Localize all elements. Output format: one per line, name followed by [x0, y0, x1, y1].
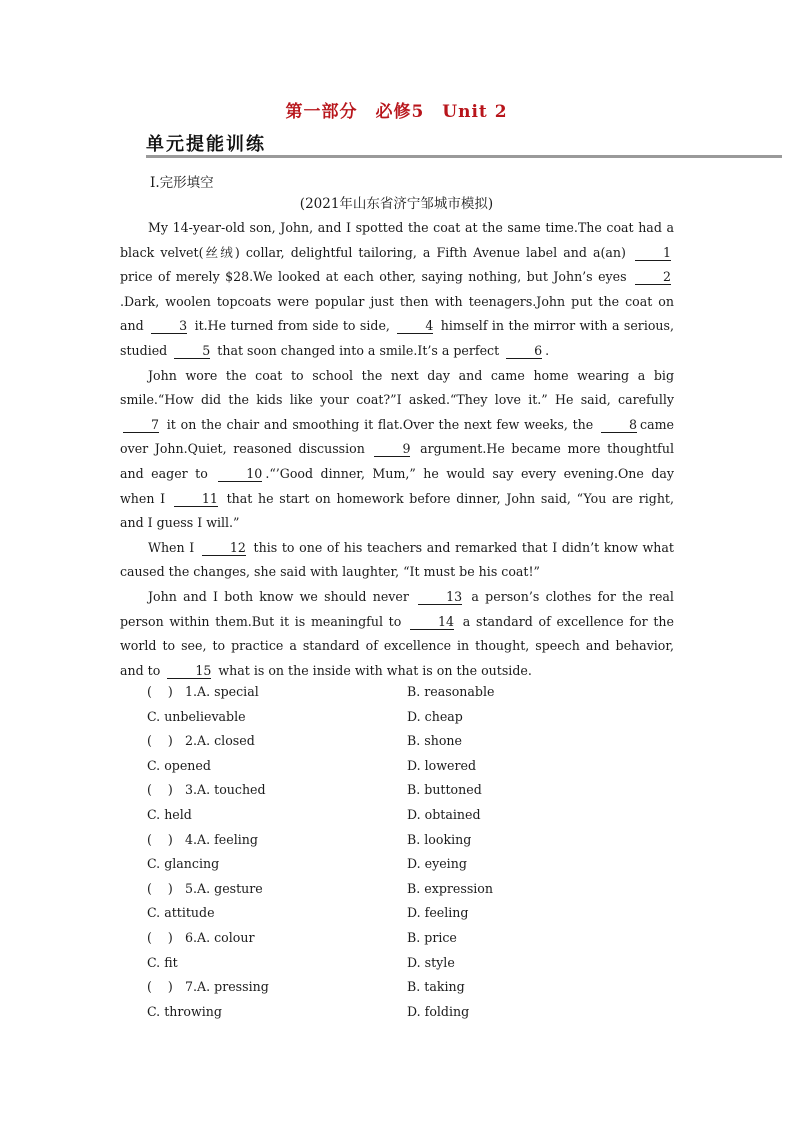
option-c: C. glancing [147, 856, 220, 872]
answer-paren: ( ) [147, 684, 173, 699]
blank-11: 11 [174, 491, 218, 507]
passage-text: a person’s clothes for the real person within them.But it is meaningful to [120, 588, 674, 629]
question-3-row-cd [147, 803, 567, 828]
answer-paren: ( ) [147, 733, 173, 749]
option-a: A. gesture [197, 880, 263, 896]
option-b: B. taking [407, 979, 465, 995]
part-label: Ⅰ.完形填空 [150, 175, 214, 191]
answer-paren: ( ) [147, 831, 173, 847]
option-c: C. held [147, 806, 192, 822]
question-6-row-ab: ( ) 6.A. colour B. price [147, 926, 567, 951]
question-5-row-cd [147, 901, 567, 926]
blank-15: 15 [167, 663, 211, 679]
question-4-row-ab: ( ) 4.A. feeling B. looking [147, 828, 567, 853]
option-a: A. feeling [197, 831, 258, 847]
passage-text: argument.He became more thoughtful and eager to [120, 441, 674, 481]
blank-14: 14 [410, 614, 454, 630]
question-6-row-cd [147, 951, 567, 976]
blank-9: 9 [374, 441, 410, 457]
blank-5: 5 [174, 343, 210, 359]
option-a: A. special [197, 684, 259, 699]
passage-text: came over John.Quiet, reasoned discussion [120, 416, 674, 457]
blank-12: 12 [202, 540, 246, 556]
question-2-row-ab: ( ) 2.A. closed B. shone [147, 729, 567, 754]
passage-text: When I [148, 539, 195, 555]
option-b: B. shone [407, 733, 462, 749]
paragraph-4 [120, 585, 674, 683]
paragraph-2 [120, 364, 674, 536]
paragraph-1 [120, 216, 674, 364]
passage-text: price of merely $28.We looked at each other, saying nothing, but John’s eyes [120, 269, 627, 285]
passage-text: John wore the coat to school the next day and came home wearing a big smile.“How did the kids like your coat?”I asked.“They love it.” He said, carefully [120, 367, 674, 408]
source-note: (2021年山东省济宁邹城市模拟) [299, 196, 494, 212]
question-7-row-ab: ( ) 7.A. pressing B. taking [147, 975, 567, 1000]
answer-options [147, 680, 567, 1024]
option-a: A. touched [197, 782, 266, 798]
option-b: B. expression [407, 880, 493, 896]
passage-text: himself in the mirror with a serious, studied [120, 318, 675, 358]
question-4-row-cd [147, 852, 567, 877]
passage-text: this to one of his teachers and remarked that I didn’t know what caused the changes, she said with laughter, “It must be his coat!” [120, 539, 674, 580]
question-5-row-ab: ( ) 5.A. gesture B. expression [147, 877, 567, 902]
option-d: D. style [407, 954, 455, 970]
question-number: 2 [185, 733, 194, 749]
blank-4: 4 [397, 318, 433, 334]
question-7-row-cd [147, 1000, 567, 1025]
option-b: B. price [407, 929, 457, 945]
passage-text: John and I both know we should never [148, 588, 409, 604]
paragraph-3 [120, 536, 674, 585]
passage-text: what is on the inside with what is on the outside. [218, 662, 532, 678]
blank-7: 7 [123, 417, 159, 433]
blank-8: 8 [601, 417, 637, 433]
question-number: 4 [185, 831, 194, 847]
section-divider [146, 155, 782, 158]
option-d: D. feeling [407, 905, 469, 921]
answer-paren: ( ) [147, 979, 173, 995]
section-title: 单元提能训练 [146, 134, 266, 155]
passage-text: My 14-year-old son, John, and I spotted the coat at the same time.The coat had a black velvet(丝绒) collar, delightful tailoring, a Fifth Avenue label and a(an) [120, 220, 674, 260]
option-a: A. pressing [197, 979, 269, 995]
answer-paren: ( ) [147, 880, 173, 896]
question-number: 5 [185, 880, 194, 896]
question-3-row-ab: ( ) 3.A. touched B. buttoned [147, 778, 567, 803]
question-number: 3 [185, 782, 194, 798]
passage-text: .“’Good dinner, Mum,” he would say every evening.One day when I [120, 465, 675, 506]
option-c: C. opened [147, 757, 211, 773]
passage-text: that he start on homework before dinner, John said, “You are right, and I guess I will.” [120, 490, 674, 531]
option-d: D. folding [407, 1003, 470, 1019]
option-b: B. looking [407, 831, 472, 847]
passage-text: a standard of excellence for the world to see, to practice a standard of excellence in thought, speech and behavior, and to [120, 613, 674, 678]
page-title: 第一部分 必修5 Unit 2 [285, 102, 508, 122]
blank-1: 1 [635, 245, 671, 261]
cloze-passage [120, 216, 674, 683]
blank-13: 13 [418, 589, 462, 605]
option-d: D. cheap [407, 708, 463, 724]
option-d: D. eyeing [407, 856, 467, 872]
passage-text: that soon changed into a smile.It’s a perfect [217, 342, 500, 358]
answer-paren: ( ) [147, 929, 173, 945]
question-number: 6 [185, 929, 194, 945]
passage-text: . [545, 342, 550, 358]
question-number: 7 [185, 979, 194, 995]
blank-6: 6 [506, 343, 542, 359]
question-1-row-cd [147, 705, 567, 730]
option-d: D. lowered [407, 757, 477, 773]
option-c: C. attitude [147, 905, 215, 921]
option-b: B. buttoned [407, 782, 482, 798]
option-c: C. unbelievable [147, 708, 246, 724]
passage-text: it on the chair and smoothing it flat.Over the next few weeks, the [166, 416, 594, 432]
option-a: A. closed [197, 733, 255, 749]
question-1-row-ab: ( ) 1.A. special B. reasonable [147, 680, 567, 705]
question-number: 1 [185, 684, 194, 699]
option-b: B. reasonable [407, 684, 495, 699]
blank-2: 2 [635, 269, 671, 285]
option-c: C. fit [147, 954, 178, 970]
blank-3: 3 [151, 318, 187, 334]
option-c: C. throwing [147, 1003, 222, 1019]
option-a: A. colour [197, 929, 255, 945]
answer-paren: ( ) [147, 782, 173, 798]
option-d: D. obtained [407, 806, 481, 822]
blank-10: 10 [218, 466, 262, 482]
passage-text: it.He turned from side to side, [194, 318, 390, 334]
passage-text: .Dark, woolen topcoats were popular just then with teenagers.John put the coat on and [120, 293, 674, 334]
question-2-row-cd [147, 754, 567, 779]
